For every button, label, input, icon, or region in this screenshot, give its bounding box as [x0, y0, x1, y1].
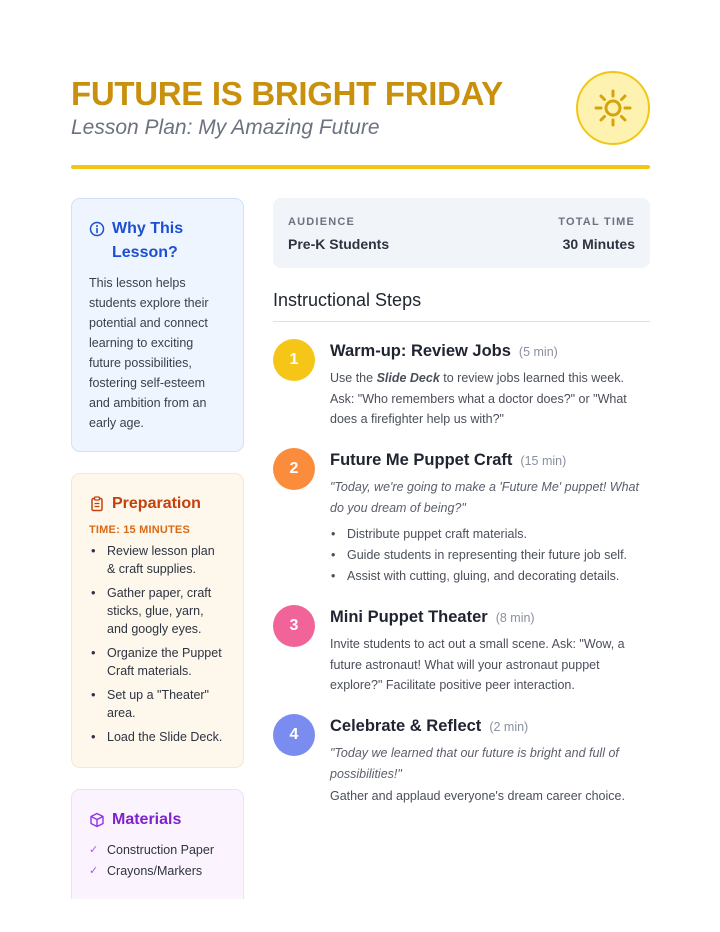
materials-title: Materials — [112, 811, 182, 828]
list-item: • Distribute puppet craft materials. — [330, 524, 650, 545]
header-divider — [71, 165, 650, 169]
step-description: Gather and applaud everyone's dream career choice. — [330, 789, 625, 803]
info-circle-icon — [89, 221, 105, 237]
sun-icon — [576, 71, 650, 145]
step-description: Use the Slide Deck to review jobs learned this week. Ask: "Who remembers what a doctor does?" or "What does a firefighter help us with?" — [330, 371, 627, 426]
why-body: This lesson helps students explore their potential and connect learning to exciting future possibilities, fostering self-esteem and ambition from an early age. — [89, 276, 209, 430]
step-title: Mini Puppet Theater (8 min) — [330, 608, 535, 626]
materials-list — [89, 840, 226, 882]
step-bullet-list — [330, 524, 650, 587]
list-item: • Guide students in representing their future job self. — [330, 545, 650, 566]
list-item: • Assist with cutting, gluing, and decorating details. — [330, 566, 650, 587]
steps-divider — [273, 321, 650, 322]
why-card — [71, 198, 244, 452]
audience-value: Pre-K Students — [288, 236, 390, 252]
materials-card — [71, 789, 244, 899]
check-icon: ✓ — [89, 865, 99, 877]
list-item: • Load the Slide Deck. — [89, 728, 226, 746]
step-quote: "Today, we're going to make a 'Future Me' puppet! What do you dream of being?" — [330, 480, 639, 515]
step-number-badge: 1 — [273, 339, 315, 381]
list-item: • Organize the Puppet Craft materials. — [89, 644, 226, 680]
page-title: FUTURE IS BRIGHT FRIDAY — [71, 75, 503, 112]
list-item: • Set up a "Theater" area. — [89, 686, 226, 722]
step-duration: (15 min) — [520, 454, 567, 468]
step-duration: (2 min) — [489, 720, 529, 734]
lesson-info-bar — [273, 198, 650, 268]
check-icon: ✓ — [89, 844, 99, 856]
step-quote: "Today we learned that our future is bright and full of possibilities!" — [330, 746, 619, 781]
step-number-badge: 3 — [273, 605, 315, 647]
list-item: ✓ Construction Paper — [89, 840, 226, 861]
preparation-list — [89, 542, 226, 746]
step-title: Celebrate & Reflect (2 min) — [330, 717, 529, 735]
preparation-title: Preparation — [112, 495, 201, 512]
step-duration: (8 min) — [495, 611, 535, 625]
cube-icon — [89, 812, 105, 828]
step-description: Invite students to act out a small scene. Ask: "Wow, a future astronaut! What will your astronaut puppet explore?" Facilitate positive peer interaction. — [330, 637, 625, 692]
list-item: • Gather paper, craft sticks, glue, yarn, and googly eyes. — [89, 584, 226, 638]
steps-heading: Instructional Steps — [273, 290, 422, 310]
step-number-badge: 2 — [273, 448, 315, 490]
page-subtitle: Lesson Plan: My Amazing Future — [71, 116, 380, 139]
preparation-card — [71, 473, 244, 768]
list-item: ✓ Crayons/Markers — [89, 861, 226, 882]
page-header — [71, 74, 651, 140]
step-duration: (5 min) — [518, 345, 558, 359]
why-title: Why This Lesson? — [112, 220, 184, 261]
preparation-time: TIME: 15 MINUTES — [89, 524, 190, 536]
step-title: Warm-up: Review Jobs (5 min) — [330, 342, 558, 360]
step-title: Future Me Puppet Craft (15 min) — [330, 451, 567, 469]
list-item: • Review lesson plan & craft supplies. — [89, 542, 226, 578]
total-time-label: TOTAL TIME — [558, 216, 635, 228]
clipboard-icon — [89, 496, 105, 512]
total-time-value: 30 Minutes — [562, 236, 635, 252]
audience-label: AUDIENCE — [288, 216, 356, 228]
step-number-badge: 4 — [273, 714, 315, 756]
